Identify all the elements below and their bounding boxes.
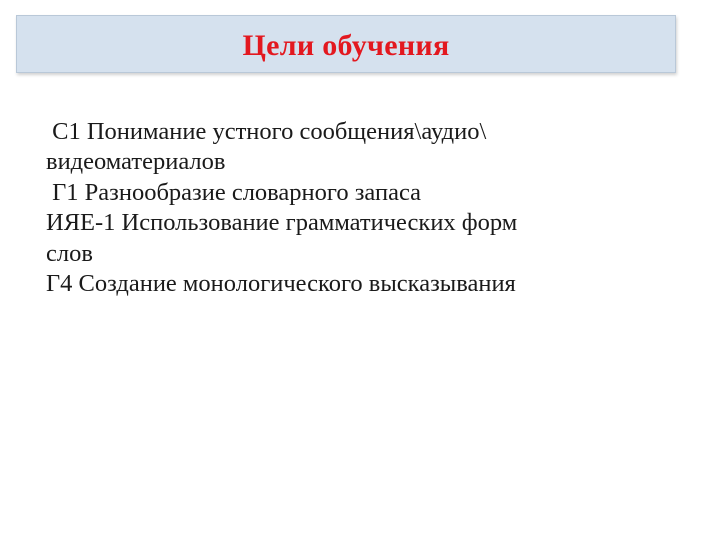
objective-line-2: видеоматериалов <box>46 148 226 176</box>
objective-line-6: Г4 Создание монологического высказывания <box>46 270 516 298</box>
slide-title: Цели обучения <box>242 29 450 62</box>
objective-line-1: С1 Понимание устного сообщения\аудио\ <box>46 118 487 145</box>
objective-line-4: ИЯЕ-1 Использование грамматических форм <box>46 209 518 237</box>
objective-line-5: слов <box>46 239 93 267</box>
title-banner <box>16 15 676 73</box>
objective-line-3: Г1 Разнообразие словарного запаса <box>46 178 421 206</box>
objectives-list <box>46 117 686 299</box>
